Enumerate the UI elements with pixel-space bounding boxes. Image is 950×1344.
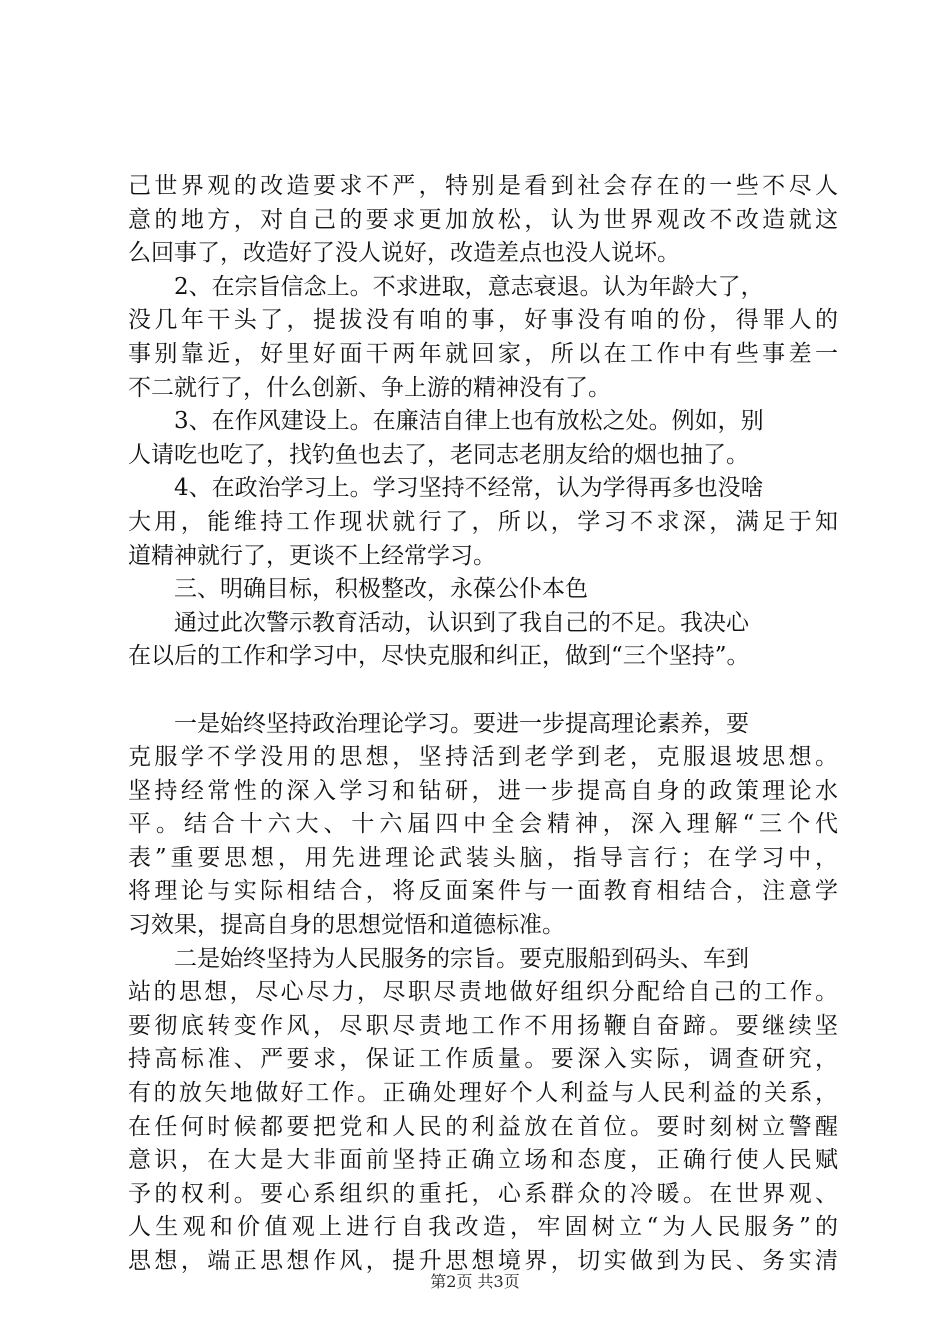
text-line: 一是始终坚持政治理论学习。要进一步提高理论素养，要 [174,710,749,737]
text-line: 克服学不学没用的思想，坚持活到老学到老，克服退坡思想。 [128,744,838,771]
text-line: 持高标准、严要求，保证工作质量。要深入实际，调查研究， [128,1046,838,1073]
text-line: 4、在政治学习上。学习坚持不经常，认为学得再多也没啥 [174,475,764,502]
text-line: 不二就行了，什么创新、争上游的精神没有了。 [128,374,611,401]
text-line: 人生观和价值观上进行自我改造，牢固树立“为人民服务”的 [128,1214,838,1241]
text-line: 表”重要思想，用先进理论武装头脑，指导言行；在学习中， [128,844,838,871]
text-line: 二是始终坚持为人民服务的宗旨。要克服船到码头、车到 [174,945,749,972]
text-line: 平。结合十六大、十六届四中全会精神，深入理解“三个代 [128,811,838,838]
text-line: 人请吃也吃了，找钓鱼也去了，老同志老朋友给的烟也抽了。 [128,441,749,468]
text-line: 意的地方，对自己的要求更加放松，认为世界观改不改造就这 [128,206,838,233]
text-line: 站的思想，尽心尽力，尽职尽责地做好组织分配给自己的工作。 [128,979,838,1006]
section-heading: 三、明确目标，积极整改，永葆公仆本色 [174,576,588,603]
document-body [128,170,838,1279]
text-line: 习效果，提高自身的思想觉悟和道德标准。 [128,912,565,939]
text-line: 意识，在大是大非面前坚持正确立场和态度，正确行使人民赋 [128,1147,838,1174]
text-line: 没几年干头了，提拔没有咱的事，好事没有咱的份，得罪人的 [128,307,838,334]
text-line: 大用，能维持工作现状就行了，所以，学习不求深，满足于知 [128,508,838,535]
text-line: 在以后的工作和学习中，尽快克服和纠正，做到“三个坚持”。 [128,643,750,670]
text-line: 在任何时候都要把党和人民的利益放在首位。要时刻树立警醒 [128,1113,838,1140]
text-line: 3、在作风建设上。在廉洁自律上也有放松之处。例如，别 [174,408,764,435]
text-line: 么回事了，改造好了没人说好，改造差点也没人说坏。 [128,240,680,267]
text-line: 思想，端正思想作风，提升思想境界，切实做到为民、务实清 [128,1248,838,1274]
text-line: 事别靠近，好里好面干两年就回家，所以在工作中有些事差一 [128,340,838,367]
text-line: 要彻底转变作风，尽职尽责地工作不用扬鞭自奋蹄。要继续坚 [128,1012,838,1039]
text-line: 将理论与实际相结合，将反面案件与一面教育相结合，注意学 [128,878,838,905]
page-number: 第2页 共3页 [430,1272,520,1291]
text-line: 己世界观的改造要求不严，特别是看到社会存在的一些不尽人 [128,173,838,199]
paragraph-spacer [128,674,838,708]
text-line: 道精神就行了，更谈不上经常学习。 [128,542,496,569]
text-line: 通过此次警示教育活动，认识到了我自己的不足。我决心 [174,609,749,636]
text-line: 有的放矢地做好工作。正确处理好个人利益与人民利益的关系， [128,1080,838,1107]
text-line: 2、在宗旨信念上。不求进取，意志衰退。认为年龄大了， [174,273,764,300]
text-line: 坚持经常性的深入学习和钻研，进一步提高自身的政策理论水 [128,777,838,804]
text-line: 予的权利。要心系组织的重托，心系群众的冷暖。在世界观、 [128,1180,838,1207]
